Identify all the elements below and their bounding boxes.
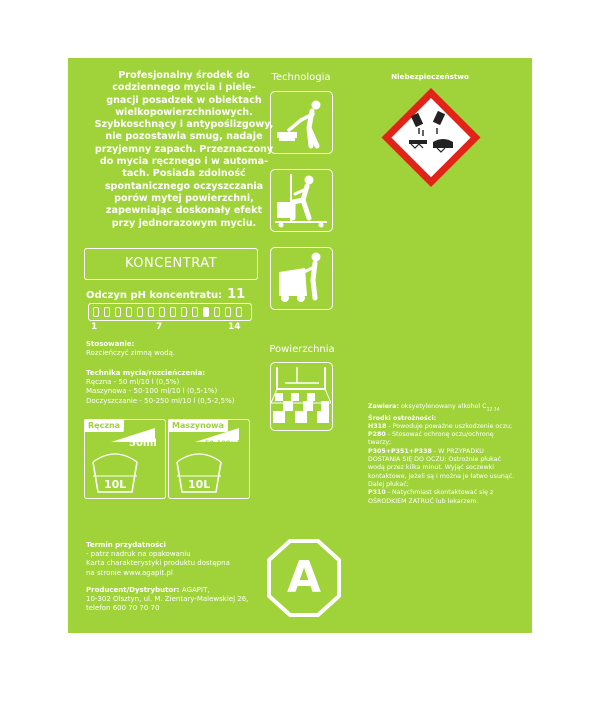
ph-segment [126, 307, 132, 317]
bucket-maszynowa-dose: 50-100ml [205, 439, 240, 447]
bucket-reczna [84, 419, 166, 499]
ph-segment [225, 307, 231, 317]
ph-segment [115, 307, 121, 317]
ph-segment [236, 307, 242, 317]
bucket-maszynowa [168, 419, 250, 499]
ph-segment [214, 307, 220, 317]
ph-value: 11 [227, 287, 246, 302]
agapit-logo [266, 538, 342, 618]
product-description: Profesjonalny środek do codziennego mycia i pielę- gnacji posadzek w obiektach wielkopowierzchniowych. Szybkoschnący i antypoślizgowy, nie pozostawia smug, nadaje przyjemny zapach. Przeznaczony do mycia ręcznego i w automa- tach. Posiada zdolność spontanicznego oczyszczania porów mytej powierzchni, zapewniając doskonały efekt przy jednorazowym myciu. [94, 70, 274, 229]
ph-segment [170, 307, 176, 317]
ph-segment [159, 307, 165, 317]
product-label [68, 58, 532, 633]
ph-segment [203, 307, 209, 317]
floor-surface-icon [270, 362, 333, 431]
ph-scale [88, 303, 252, 321]
bucket-maszynowa-label: Maszynowa [168, 419, 228, 432]
koncentrat-badge: KONCENTRAT [84, 248, 258, 280]
agapit-logo-letter: A [286, 552, 322, 603]
bucket-cart-icon [270, 169, 333, 232]
ph-segment [137, 307, 143, 317]
usage-section: Stosowanie: Rozcieńczyć zimną wodą. [86, 340, 176, 358]
bucket-maszynowa-volume: 10L [188, 478, 211, 491]
technique-section: Technika mycia/rozcieńczenia: Ręczna - 50 ml/10 l (0,5%) Maszynowa - 50-100 ml/10 l (0,5-1%) Doczyszczanie - 50-250 ml/10 l (0,5-2,5%) [86, 369, 235, 405]
ph-scale-max: 14 [228, 322, 241, 332]
scrubber-machine-icon [270, 247, 333, 310]
ph-segment [192, 307, 198, 317]
bucket-reczna-volume: 10L [104, 478, 127, 491]
ph-segment [104, 307, 110, 317]
shelf-life-section: Termin przydatności - patrz nadruk na opakowaniu Karta charakterystyki produktu dostępna na stronie www.agapit.pl [86, 541, 230, 577]
ph-title: Odczyn pH koncentratu: 11 [86, 287, 246, 302]
composition-section: Zawiera: oksyetylenowany alkohol $C_{12-14}$ Środki ostrożności: H318 - Powoduje poważne uszkodzenie oczu; P280 - Stosować ochronę oczu/ochronę twarzy; P305+P351+P338 - W PRZYPADKU DOSTANIA SIĘ DO OCZU: Ostrożnie płukać wodą przez kilka minut. Wyjąć soczewki kontaktowe, jeżeli są i można je łatwo usunąć. Dalej płukać; P310 - Natychmiast skontaktować się z OŚRODKIEM ZATRUĆ lub lekarzem. [368, 403, 515, 505]
technologia-title: Technologia [271, 72, 331, 83]
corrosion-hazard-icon [377, 84, 485, 192]
floor-mop-icon [270, 91, 333, 154]
ph-scale-min: 1 [91, 322, 98, 332]
ph-segment [181, 307, 187, 317]
producer-section: Producent/Dystrybutor: AGAPIT, 10-302 Olsztyn, ul. M. Zientary-Malewskiej 26, telefon 600 70 70 70 [86, 586, 249, 613]
ph-segment [93, 307, 99, 317]
hazard-title: Niebezpieczeństwo [391, 72, 469, 81]
ph-segment [148, 307, 154, 317]
powierzchnia-title: Powierzchnia [269, 344, 335, 355]
bucket-reczna-dose: 50ml [129, 438, 157, 449]
ph-scale-mid: 7 [156, 322, 163, 332]
bucket-reczna-label: Ręczna [84, 419, 124, 432]
